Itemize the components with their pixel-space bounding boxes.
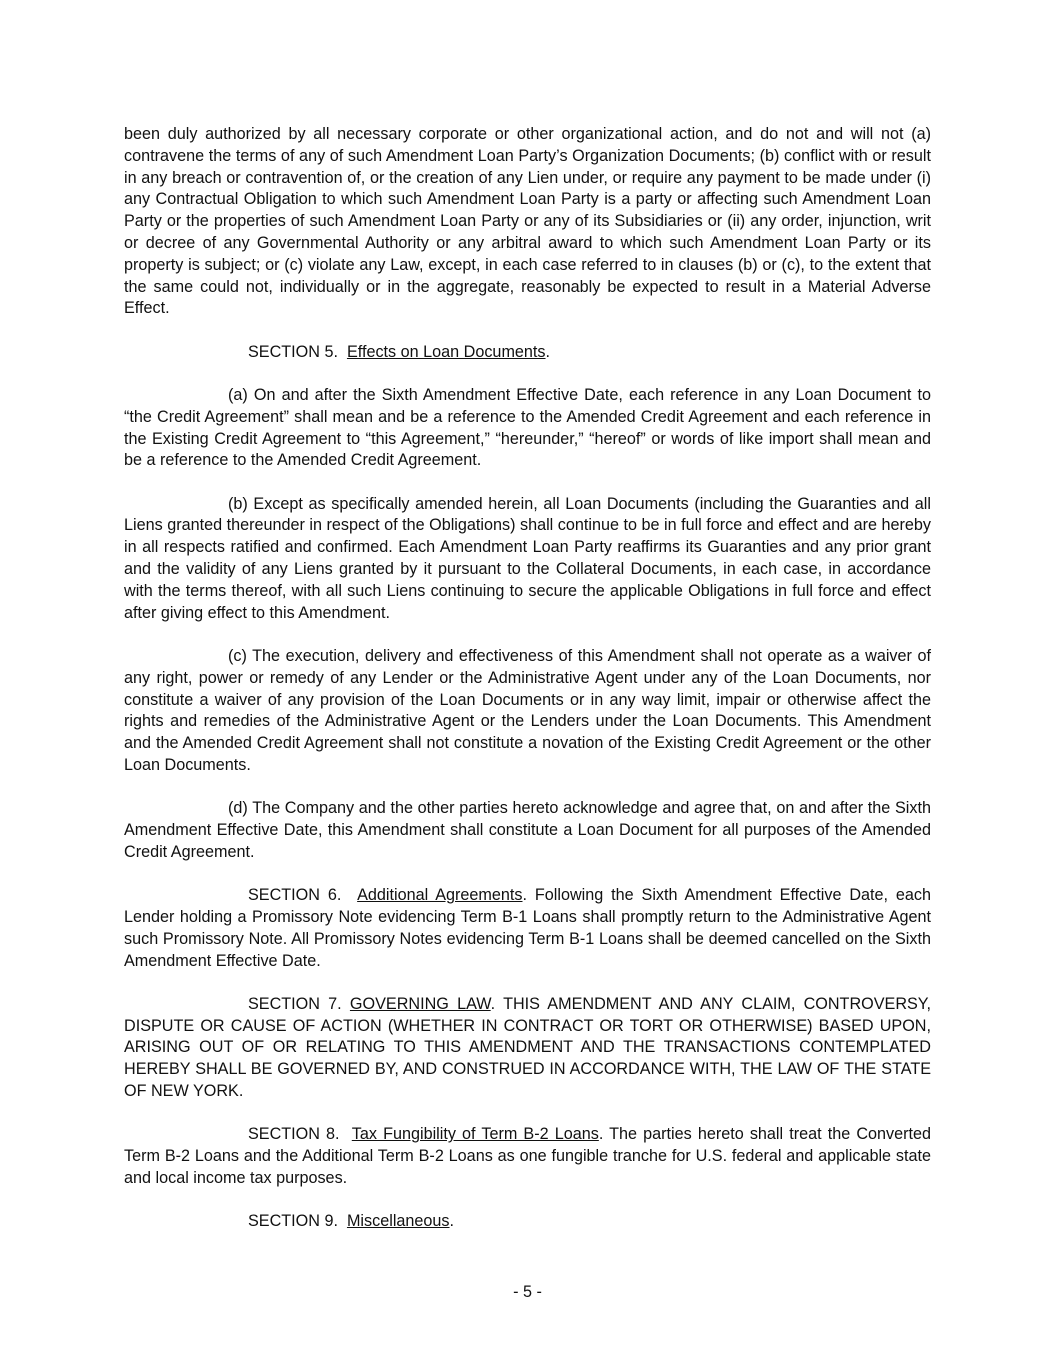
section-5-clause-c: (c) The execution, delivery and effectiveness of this Amendment shall not operate as a waiver of any right, power or remedy of any Lender or the Administrative Agent under any of the Loan Documents, nor constitute a waiver of any provision of the Loan Documents or in any way limit, impair or otherwise affect the rights and remedies of the Administrative Agent or the Lenders under the Loan Documents. This Amendment and the Amended Credit Agreement shall not constitute a novation of the Existing Credit Agreement or the other Loan Documents. [124, 646, 931, 774]
section-7-title: GOVERNING LAW [349, 994, 491, 1013]
section-5-label: SECTION 5. [248, 342, 338, 361]
section-6-label: SECTION 6. [248, 886, 342, 905]
document-page [124, 124, 931, 1254]
section-5-clause-d: (d) The Company and the other parties hereto acknowledge and agree that, on and after the Sixth Amendment Effective Date, this Amendment shall constitute a Loan Document for all purposes of the Amended Credit Agreement. [124, 799, 931, 861]
section-7-body: . THIS AMENDMENT AND ANY CLAIM, CONTROVERSY, DISPUTE OR CAUSE OF ACTION (WHETHER IN CONTRACT OR TORT OR OTHERWISE) BASED UPON, ARISING OUT OF OR RELATING TO THIS AMENDMENT AND THE TRANSACTIONS CONTEMPLATED HEREBY SHALL BE GOVERNED BY, AND CONSTRUED IN ACCORDANCE WITH, THE LAW OF THE STATE OF NEW YORK. [124, 994, 932, 1100]
section-5-clause-a: (a) On and after the Sixth Amendment Effective Date, each reference in any Loan Document to “the Credit Agreement” shall mean and be a reference to the Amended Credit Agreement and each reference in the Existing Credit Agreement to “this Agreement,” “hereunder,” “hereof” or words of like import shall mean and be a reference to the Amended Credit Agreement. [124, 385, 931, 470]
section-6-title: Additional Agreements [357, 886, 523, 905]
section-8-title: Tax Fungibility of Term B-2 Loans [351, 1125, 599, 1144]
section-7-label: SECTION 7. [248, 994, 342, 1013]
section-5-title-suffix: . [545, 342, 551, 361]
section-8-paragraph [124, 1124, 931, 1189]
section-5-title: Effects on Loan Documents [346, 342, 546, 361]
section-8-label: SECTION 8. [248, 1125, 340, 1144]
section-5-clause-b: (b) Except as specifically amended herein, all Loan Documents (including the Guaranties and all Liens granted thereunder in respect of the Obligations) shall continue to be in full force and effect and are hereby in all respects ratified and confirmed. Each Amendment Loan Party reaffirms its Guaranties and any prior grant and the validity of any Liens granted by it pursuant to the Collateral Documents, in each case, in accordance with the terms thereof, with all such Liens continuing to secure the applicable Obligations in full force and effect after giving effect to this Amendment. [124, 494, 931, 622]
section-5-heading [124, 342, 931, 364]
section-6-paragraph [124, 885, 931, 972]
page-number: - 5 - [513, 1283, 542, 1301]
intro-paragraph: been duly authorized by all necessary corporate or other organizational action, and do not and will not (a) contravene the terms of any of such Amendment Loan Party’s Organization Documents; (b) conflict with or result in any breach or contravention of, or the creation of any Lien under, or require any payment to be made under (i) any Contractual Obligation to which such Amendment Loan Party is a party or affecting such Amendment Loan Party or the properties of such Amendment Loan Party or any of its Subsidiaries or (ii) any order, injunction, writ or decree of any Governmental Authority or any arbitral award to which such Amendment Loan Party or its property is subject; or (c) violate any Law, except, in each case referred to in clauses (b) or (c), to the extent that the same could not, individually or in the aggregate, reasonably be expected to result in a Material Adverse Effect. [124, 125, 931, 318]
section-7-paragraph [124, 994, 931, 1103]
section-9-title: Miscellaneous [346, 1212, 450, 1231]
section-6-body: . Following the Sixth Amendment Effective Date, each Lender holding a Promissory Note evidencing Term B-1 Loans shall promptly return to the Administrative Agent such Promissory Note. All Promissory Notes evidencing Term B-1 Loans shall be deemed cancelled on the Sixth Amendment Effective Date. [124, 886, 932, 970]
section-9-heading [124, 1211, 931, 1233]
section-8-body: . The parties hereto shall treat the Converted Term B-2 Loans and the Additional Term B-2 Loans as one fungible tranche for U.S. federal and applicable state and local income tax purposes. [124, 1125, 932, 1187]
section-9-title-suffix: . [449, 1212, 455, 1231]
section-9-label: SECTION 9. [248, 1212, 338, 1231]
